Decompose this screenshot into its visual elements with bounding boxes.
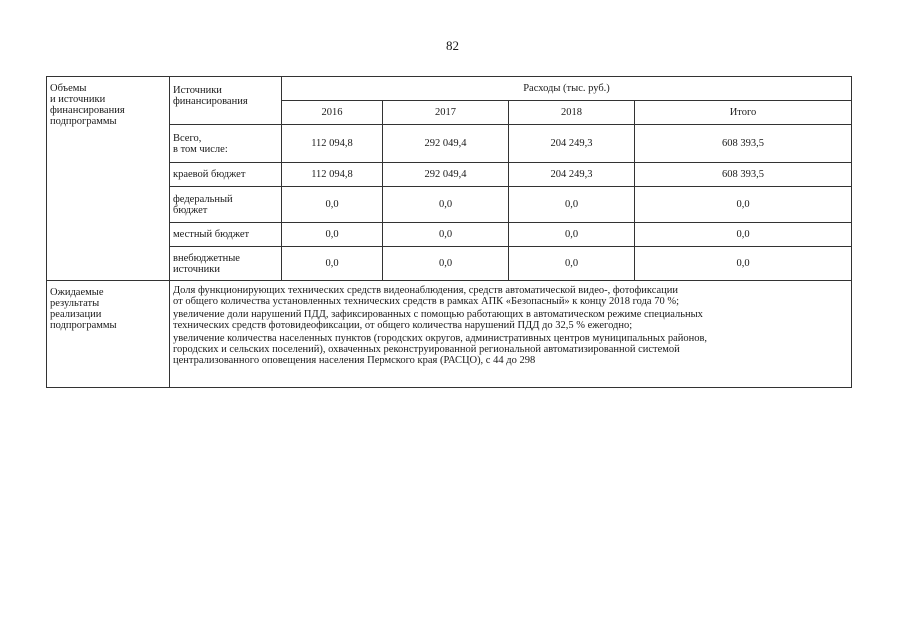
value-cell: 608 393,5 xyxy=(635,163,852,187)
value-cell: 204 249,3 xyxy=(509,125,635,163)
value-cell: 204 249,3 xyxy=(509,163,635,187)
value-cell: 0,0 xyxy=(635,223,852,247)
value-cell: 0,0 xyxy=(383,223,509,247)
value-cell: 608 393,5 xyxy=(635,125,852,163)
sources-header xyxy=(170,77,282,125)
funding-section-label-text: Объемы и источники финансирования подпрограммы xyxy=(50,83,125,127)
value-cell: 0,0 xyxy=(635,187,852,223)
value-cell: 0,0 xyxy=(282,223,383,247)
sources-header-text: Источники финансирования xyxy=(173,85,248,107)
result-paragraph: Доля функционирующих технических средств видеонаблюдения, средств автоматической видео-, фотофиксации от общего количества установленных технических средств в рамках АПК «Безопасный» к концу 2018 года 70 %; xyxy=(173,285,679,307)
page-number: 82 xyxy=(446,38,459,53)
year-header-2017: 2017 xyxy=(383,101,509,125)
value-cell: 0,0 xyxy=(282,247,383,281)
value-cell: 292 049,4 xyxy=(383,163,509,187)
source-cell xyxy=(170,247,282,281)
value-cell: 0,0 xyxy=(282,187,383,223)
value-cell: 0,0 xyxy=(383,187,509,223)
value-cell: 0,0 xyxy=(635,247,852,281)
value-cell: 112 094,8 xyxy=(282,163,383,187)
source-text: внебюджетные источники xyxy=(173,252,240,275)
expenses-header: Расходы (тыс. руб.) xyxy=(282,77,852,101)
year-header-total: Итого xyxy=(635,101,852,125)
source-text: федеральный бюджет xyxy=(173,193,233,216)
value-cell: 0,0 xyxy=(509,187,635,223)
results-section-label xyxy=(47,281,170,388)
value-cell: 112 094,8 xyxy=(282,125,383,163)
subprogram-passport-table xyxy=(46,76,852,388)
value-cell: 0,0 xyxy=(509,223,635,247)
source-text: Всего, в том числе: xyxy=(173,132,228,155)
source-cell xyxy=(170,163,282,187)
result-paragraph: увеличение количества населенных пунктов (городских округов, административных центров муниципальных районов, городских и сельских поселений), охваченных реконструированной региональной автоматизированной системой централизованного оповещения населения Пермского края (РАСЦО), с 44 до 298 xyxy=(173,333,708,366)
funding-section-label xyxy=(47,77,170,281)
expected-results xyxy=(170,281,852,388)
value-cell: 292 049,4 xyxy=(383,125,509,163)
value-cell: 0,0 xyxy=(509,247,635,281)
results-section-label-text: Ожидаемые результаты реализации подпрограммы xyxy=(50,287,117,331)
value-cell: 0,0 xyxy=(383,247,509,281)
source-cell xyxy=(170,223,282,247)
year-header-2018: 2018 xyxy=(509,101,635,125)
year-header-2016: 2016 xyxy=(282,101,383,125)
source-text: местный бюджет xyxy=(173,229,250,240)
result-paragraph: увеличение доли нарушений ПДД, зафиксированных с помощью работающих в автоматическом режиме специальных технических средств фотовидеофиксации, от общего количества нарушений ПДД до 32,5 % ежегодно; xyxy=(173,309,703,331)
source-cell xyxy=(170,187,282,223)
source-text: краевой бюджет xyxy=(173,169,246,180)
source-cell xyxy=(170,125,282,163)
